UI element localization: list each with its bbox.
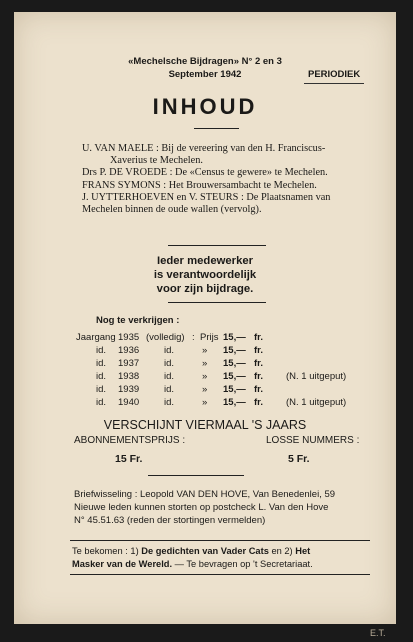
notice-line: voor zijn bijdrage. [156,283,254,295]
contents-line: Xaverius te Mechelen. [110,155,203,167]
periodiek-label: PERIODIEK [308,69,361,80]
contents-line: FRANS SYMONS : Het Brouwersambacht te Mechelen. [82,179,317,191]
series-title: «Mechelsche Bijdragen» N° 2 en 3 [128,56,282,67]
notice-line: Ieder medewerker [156,255,254,267]
subscription-label: ABONNEMENTSPRIJS : [74,435,186,446]
watermark-mark: E.T. [370,628,386,638]
contents-list [82,143,330,216]
notice-top-rule [168,245,266,246]
contents-line: Drs P. DE VROEDE : De «Census te gewere» te Mechelen. [82,167,328,179]
correspondence-line: Nieuwe leden kunnen storten op postcheck L. Van den Hove [74,502,329,513]
single-issue-price: 5 Fr. [288,453,310,465]
correspondence-line: Briefwisseling : Leopold VAN DEN HOVE, Van Benedenlei, 59 [74,489,336,500]
section-rule [148,475,244,476]
availability-heading: Nog te verkrijgen : [96,315,180,326]
title-rule [194,128,239,129]
correspondence-line: N° 45.51.63 (reden der stortingen vermelden) [74,515,266,526]
book-title-1: De gedichten van Vader Cats [141,546,269,556]
contents-line: Mechelen binnen de oude wallen (vervolg). [82,204,262,216]
frequency-line: VERSCHIJNT VIERMAAL 'S JAARS [103,418,307,432]
document-page: «Mechelsche Bijdragen» N° 2 en 3 September 1942 PERIODIEK INHOUD U. VAN MAELE : Bij de vereering van den H. Franciscus- Xaverius te Mechelen. Drs P. DE VROEDE : De «Census te gewere» te Mechelen. FRANS SYMONS : Het Brouwersambacht te Mechelen. J. UYTTERHOEVEN en V. STEURS : De Plaatsnamen van Mechelen binnen de oude wallen (vervolg). Ieder medewerker is verantwoordelijk voor zijn bijdrage. Nog te verkrijgen : Jaargang 1935 (volledig) : Prijs 15,— fr. id. 1936 id. » 15,— fr. id. 1937 id. » 15,— fr. id. 1938 id. » 15,— fr. (N. 1 uitgeput) id. 1939 id. » 15,— fr. id. 1940 id. » 15,— fr. (N. 1 uitgeput) VERSCHIJNT VIERMAAL 'S JAARS ABONNEMENTSPRIJS : 15 Fr. LOSSE NUMMERS : 5 Fr. Briefwisseling : Leopold VAN DEN HOVE, Van Benedenlei, 59 Nieuwe leden kunnen storten op postcheck L. Van den Hove N° 45.51.63 (reden der stortingen vermelden) Te bekomen : 1) De gedichten van Vader Cats en 2) Het Masker van de Wereld. — Te bevragen op 't Secretariaat. [14,12,396,624]
footer-note: Te bekomen : 1) De gedichten van Vader Cats en 2) Het Masker van de Wereld. — Te bevragen op 't Secretariaat. [72,546,313,569]
contents-line: J. UYTTERHOEVEN en V. STEURS : De Plaatsnamen van [82,191,331,203]
periodiek-underline [304,83,364,84]
footer-rule [70,540,370,541]
footer-bottom-rule [70,574,370,575]
page-title: INHOUD [152,94,258,119]
issue-date: September 1942 [168,69,242,80]
correspondence-block [74,488,335,527]
subscription-price: 15 Fr. [115,453,143,465]
single-issue-label: LOSSE NUMMERS : [266,435,360,446]
contents-line: U. VAN MAELE : Bij de vereering van den H. Franciscus- [82,143,326,154]
notice-line: is verantwoordelijk [153,269,257,281]
book-title-2: Het [295,546,311,556]
notice-bottom-rule [168,302,266,303]
notice-block [14,254,396,296]
